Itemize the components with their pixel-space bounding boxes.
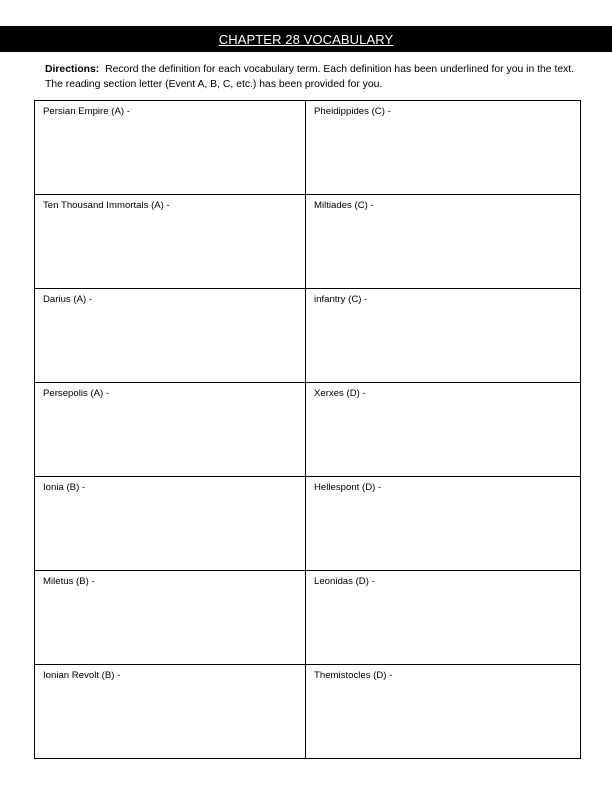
vocab-cell[interactable] [35, 101, 306, 195]
vocab-cell[interactable] [306, 289, 581, 383]
vocab-cell[interactable] [35, 195, 306, 289]
vocab-term: Darius (A) - [43, 294, 93, 305]
table-row [35, 383, 581, 477]
table-row [35, 571, 581, 665]
vocab-term: Ionia (B) - [43, 482, 86, 493]
vocabulary-table [34, 100, 581, 759]
directions-text: Record the definition for each vocabulary term. Each definition has been underlined for you in the text. The reading section letter (Event A, B, C, etc.) has been provided for you. [45, 64, 575, 90]
vocab-cell[interactable] [306, 571, 581, 665]
vocab-cell[interactable] [306, 477, 581, 571]
page-title: CHAPTER 28 VOCABULARY [218, 31, 394, 47]
vocab-term: Miltiades (C) - [314, 200, 374, 211]
vocab-cell[interactable] [35, 289, 306, 383]
vocab-cell[interactable] [35, 477, 306, 571]
vocab-cell[interactable] [35, 383, 306, 477]
vocab-term: Miletus (B) - [43, 576, 95, 587]
vocab-term: Persepolis (A) - [43, 388, 110, 399]
vocab-term: Persian Empire (A) - [43, 106, 130, 117]
table-row [35, 289, 581, 383]
vocab-term: Ionian Revolt (B) - [43, 670, 121, 681]
table-row [35, 665, 581, 759]
title-bar [0, 26, 612, 52]
vocab-term: Ten Thousand Immortals (A) - [43, 200, 170, 211]
vocab-cell[interactable] [35, 571, 306, 665]
vocab-term: Pheidippides (C) - [314, 106, 391, 117]
vocab-cell[interactable] [306, 195, 581, 289]
vocab-cell[interactable] [306, 665, 581, 759]
vocab-term: Leonidas (D) - [314, 576, 375, 587]
vocab-term: Themistocles (D) - [314, 670, 393, 681]
vocab-cell[interactable] [306, 383, 581, 477]
directions-label: Directions: [45, 64, 100, 75]
table-row [35, 477, 581, 571]
vocab-cell[interactable] [306, 101, 581, 195]
vocab-term: Xerxes (D) - [314, 388, 366, 399]
table-row [35, 101, 581, 195]
table-row [35, 195, 581, 289]
vocab-cell[interactable] [35, 665, 306, 759]
directions-paragraph [45, 62, 575, 92]
vocab-term: Hellespont (D) - [314, 482, 382, 493]
vocab-term: infantry (C) - [314, 294, 368, 305]
